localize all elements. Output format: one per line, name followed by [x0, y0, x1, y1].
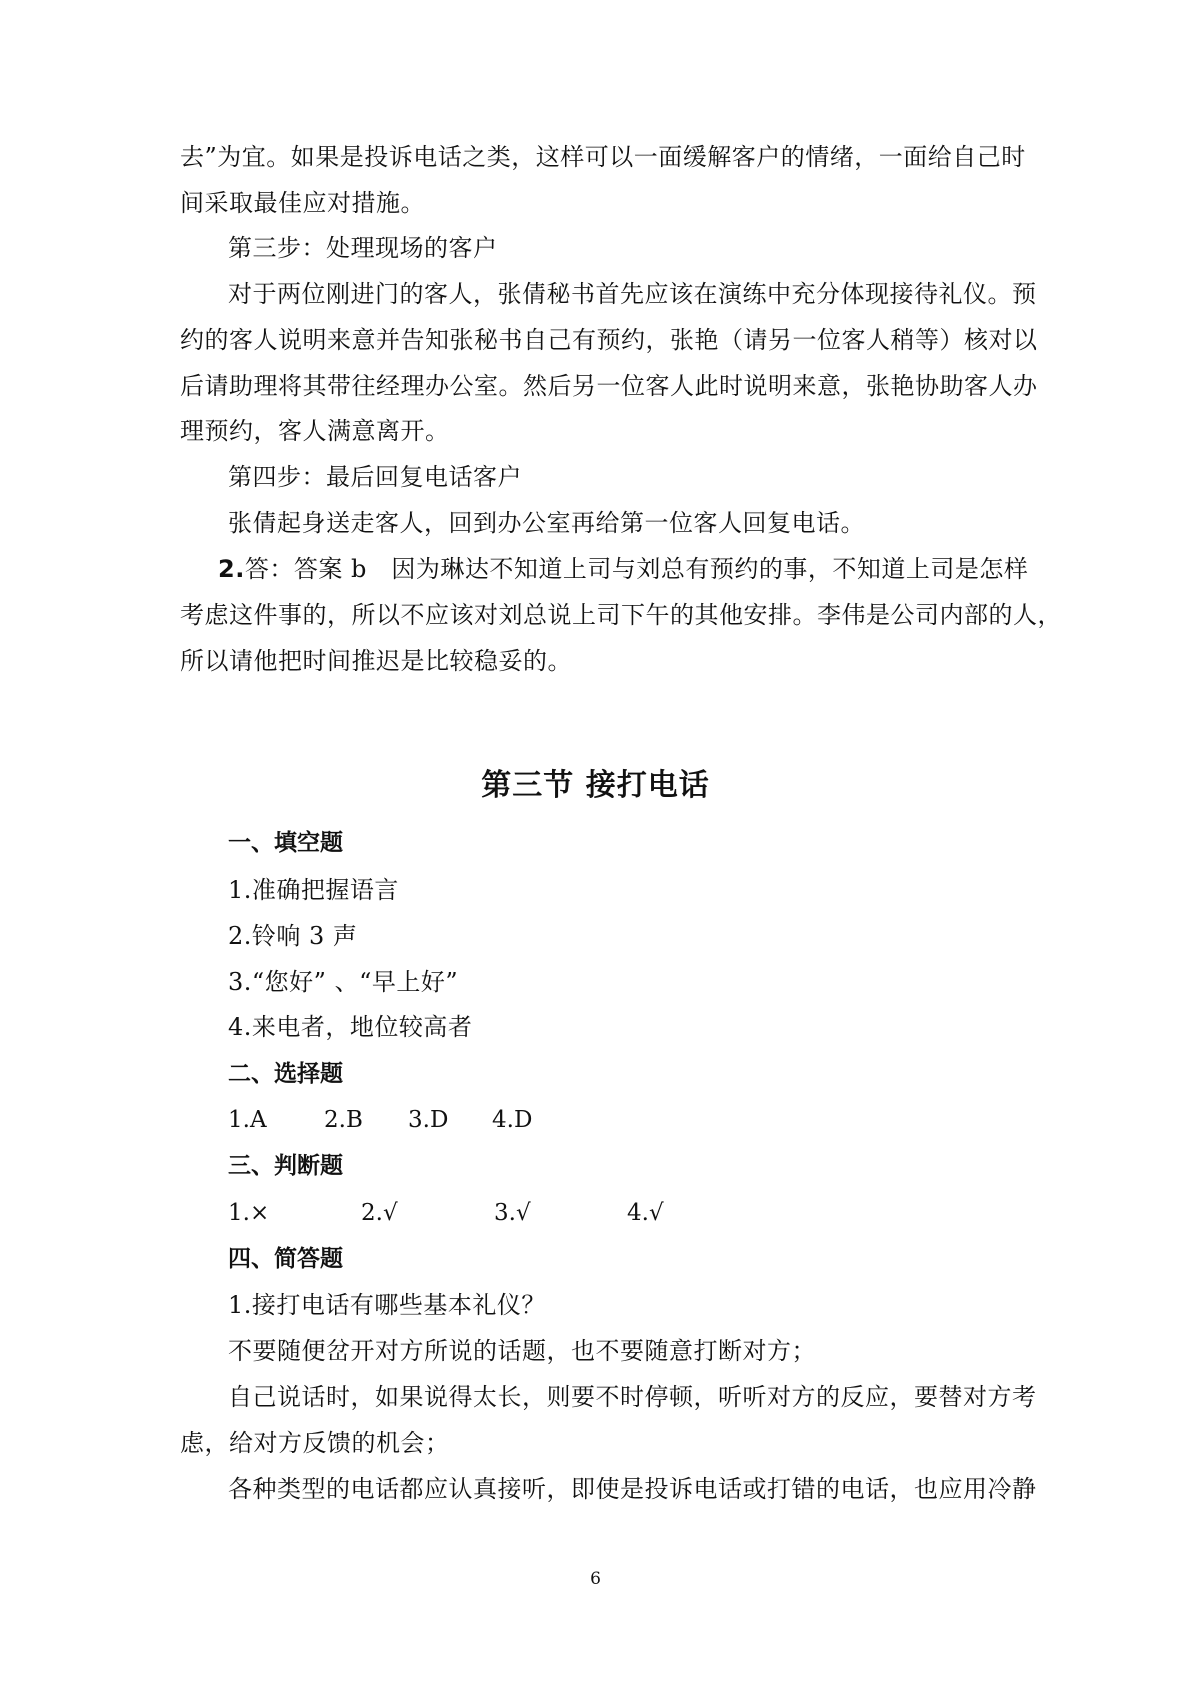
judge-answer: 2.√	[361, 1200, 398, 1226]
choice-answer: 4.D	[492, 1107, 533, 1133]
step-heading: 第四步：最后回复电话客户	[228, 463, 522, 491]
paragraph-line: 去”为宜。如果是投诉电话之类，这样可以一面缓解客户的情绪，一面给自己时	[180, 143, 1026, 171]
page-number: 6	[590, 1569, 601, 1589]
paragraph-line: 自己说话时，如果说得太长，则要不时停顿，听听对方的反应，要替对方考	[228, 1383, 1037, 1411]
judge-answer: 4.√	[627, 1200, 664, 1226]
paragraph-line: 考虑这件事的，所以不应该对刘总说上司下午的其他安排。李伟是公司内部的人，	[180, 601, 1062, 629]
short-answer-question: 1.接打电话有哪些基本礼仪？	[228, 1291, 546, 1319]
fill-blank-item: 1.准确把握语言	[228, 876, 399, 904]
paragraph-line: 不要随便岔开对方所说的话题，也不要随意打断对方；	[228, 1337, 816, 1365]
section-title: 第三节 接打电话	[481, 768, 710, 803]
answer-number: 2.	[218, 555, 245, 583]
paragraph-line: 所以请他把时间推迟是比较稳妥的。	[180, 647, 572, 675]
short-answer-heading: 四、简答题	[228, 1246, 343, 1272]
step-heading: 第三步：处理现场的客户	[228, 234, 498, 262]
fill-blank-item: 3.“您好” 、“早上好”	[228, 968, 459, 996]
choice-answer: 1.A	[228, 1107, 267, 1133]
paragraph-line: 理预约，客人满意离开。	[180, 417, 450, 445]
judge-answer: 1.×	[228, 1200, 270, 1226]
answer-text: 答：答案 b 因为琳达不知道上司与刘总有预约的事，不知道上司是怎样	[244, 555, 1029, 583]
judge-answer: 3.√	[494, 1200, 531, 1226]
fill-blank-item: 4.来电者，地位较高者	[228, 1013, 473, 1041]
paragraph-line: 约的客人说明来意并告知张秘书自己有预约，张艳（请另一位客人稍等）核对以	[180, 326, 1038, 354]
answer-line	[218, 554, 1028, 584]
judge-heading: 三、判断题	[228, 1153, 343, 1179]
paragraph-line: 张倩起身送走客人，回到办公室再给第一位客人回复电话。	[228, 509, 865, 537]
choice-answer: 2.B	[324, 1107, 363, 1133]
fill-blank-heading: 一、填空题	[228, 830, 343, 856]
paragraph-line: 后请助理将其带往经理办公室。然后另一位客人此时说明来意，张艳协助客人办	[180, 372, 1038, 400]
paragraph-line: 间采取最佳应对措施。	[180, 189, 425, 217]
choice-answer: 3.D	[408, 1107, 449, 1133]
paragraph-line: 对于两位刚进门的客人，张倩秘书首先应该在演练中充分体现接待礼仪。预	[228, 280, 1037, 308]
paragraph-line: 虑，给对方反馈的机会；	[180, 1429, 450, 1457]
fill-blank-item: 2.铃响 3 声	[228, 922, 358, 950]
paragraph-line: 各种类型的电话都应认真接听，即使是投诉电话或打错的电话，也应用冷静	[228, 1475, 1037, 1503]
choice-heading: 二、选择题	[228, 1061, 343, 1087]
